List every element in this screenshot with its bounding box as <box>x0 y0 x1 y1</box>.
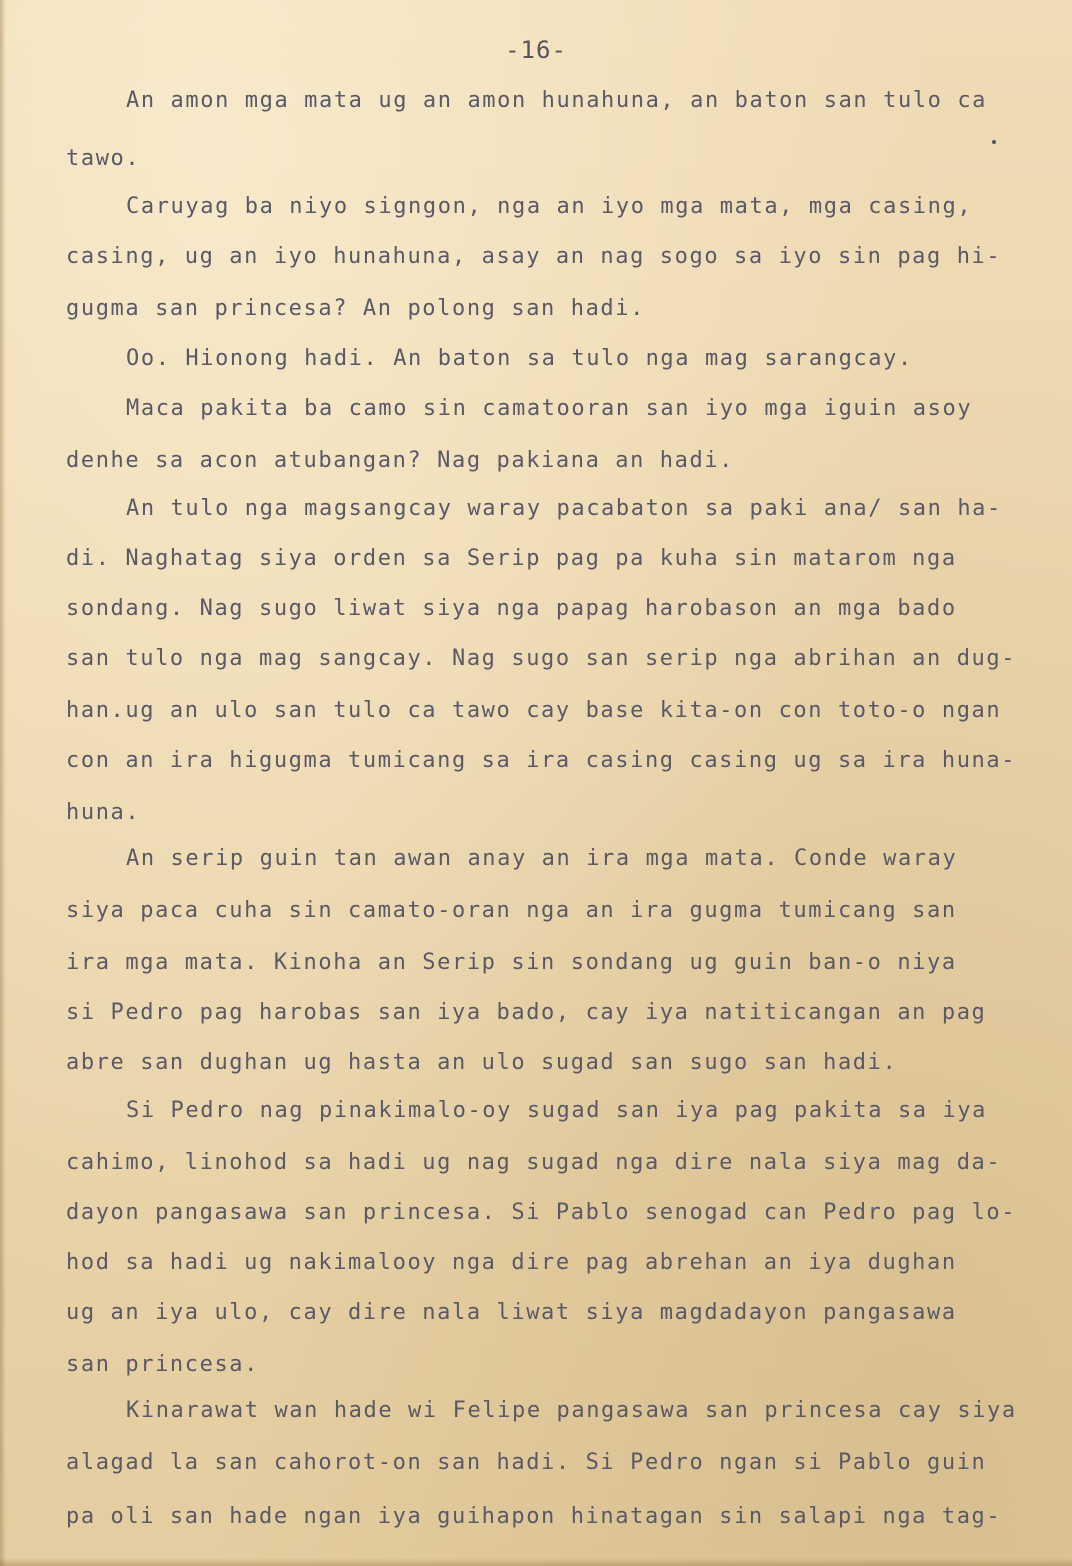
text-line: An serip guin tan awan anay an ira mga mata. Conde waray <box>126 846 958 871</box>
text-line: Oo. Hionong hadi. An baton sa tulo nga mag sarangcay. <box>126 346 913 371</box>
text-line: han.ug an ulo san tulo ca tawo cay base kita-on con toto-o ngan <box>66 698 1002 723</box>
text-line: abre san dughan ug hasta an ulo sugad san sugo san hadi. <box>66 1050 898 1075</box>
text-line: dayon pangasawa san princesa. Si Pablo senogad can Pedro pag lo- <box>66 1200 1017 1225</box>
text-line: di. Naghatag siya orden sa Serip pag pa kuha sin matarom nga <box>66 546 957 571</box>
text-line: ira mga mata. Kinoha an Serip sin sondang ug guin ban-o niya <box>66 950 957 975</box>
text-line: si Pedro pag harobas san iya bado, cay iya natiticangan an pag <box>66 1000 987 1025</box>
text-line: Maca pakita ba camo sin camatooran san iyo mga iguin asoy <box>126 396 973 421</box>
text-line: con an ira higugma tumicang sa ira casing casing ug sa ira huna- <box>66 748 1017 773</box>
text-line: san tulo nga mag sangcay. Nag sugo san serip nga abrihan an dug- <box>66 646 1017 671</box>
text-line: hod sa hadi ug nakimalooy nga dire pag abrehan an iya dughan <box>66 1250 957 1275</box>
text-line: alagad la san cahorot-on san hadi. Si Pedro ngan si Pablo guin <box>66 1450 987 1475</box>
text-line: siya paca cuha sin camato-oran nga an ira gugma tumicang san <box>66 898 957 923</box>
text-line: huna. <box>66 800 141 825</box>
text-line: An tulo nga magsangcay waray pacabaton sa paki ana/ san ha- <box>126 496 1002 521</box>
text-line: cahimo, linohod sa hadi ug nag sugad nga dire nala siya mag da- <box>66 1150 1002 1175</box>
paper-edge-bottom <box>0 1558 1072 1566</box>
text-line: denhe sa acon atubangan? Nag pakiana an hadi. <box>66 448 735 473</box>
text-line: san princesa. <box>66 1352 259 1377</box>
text-line: gugma san princesa? An polong san hadi. <box>66 296 645 321</box>
text-line: Si Pedro nag pinakimalo-oy sugad san iya pag pakita sa iya <box>126 1098 988 1123</box>
text-line: pa oli san hade ngan iya guihapon hinatagan sin salapi nga tag- <box>66 1504 1002 1529</box>
paper-edge-left <box>0 0 6 1566</box>
text-line: ug an iya ulo, cay dire nala liwat siya magdadayon pangasawa <box>66 1300 957 1325</box>
ink-dot <box>992 140 996 144</box>
page-number: -16- <box>505 36 567 64</box>
text-line: Kinarawat wan hade wi Felipe pangasawa san princesa cay siya <box>126 1398 1017 1423</box>
text-line: sondang. Nag sugo liwat siya nga papag harobason an mga bado <box>66 596 957 621</box>
text-line: An amon mga mata ug an amon hunahuna, an baton san tulo ca <box>126 88 988 113</box>
text-line: Caruyag ba niyo signgon, nga an iyo mga mata, mga casing, <box>126 194 973 219</box>
text-line: casing, ug an iyo hunahuna, asay an nag sogo sa iyo sin pag hi- <box>66 244 1002 269</box>
text-line: tawo. <box>66 146 141 171</box>
